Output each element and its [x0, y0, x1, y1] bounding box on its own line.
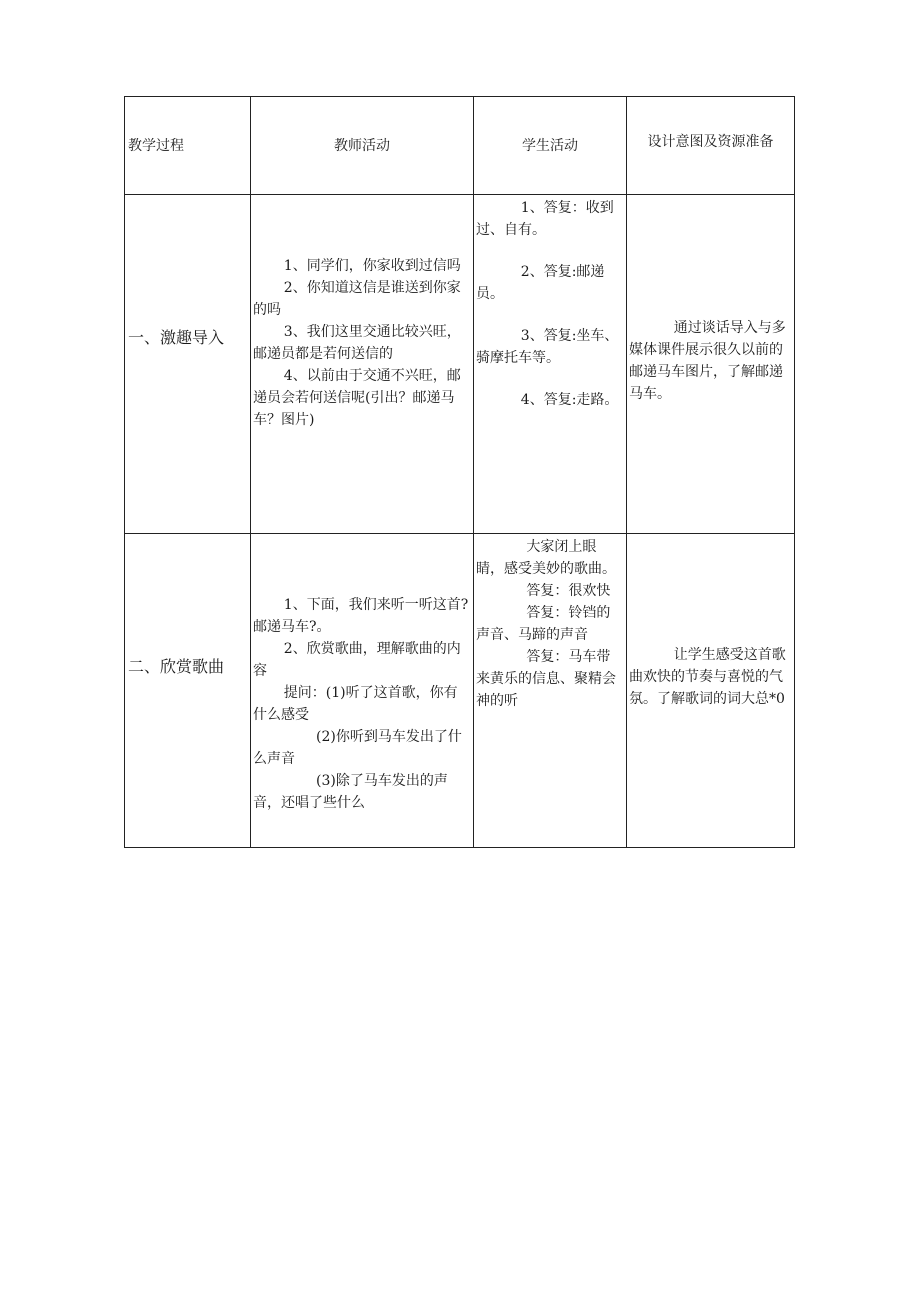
stage-label: 二、欣赏歌曲: [128, 657, 225, 676]
stage-cell: [125, 195, 251, 534]
stage-cell: [125, 534, 251, 848]
teacher-cell: [251, 195, 474, 534]
header-design: 设计意图及资源准备: [647, 134, 774, 150]
student-item: 1、答复：收到过、自有。: [476, 200, 614, 238]
student-item: 答复：马车带来黄乐的信息、聚精会神的听: [476, 649, 616, 709]
design-text: 通过谈话导入与多媒体课件展示很久以前的邮递马车图片，了解邮递马车。: [629, 320, 786, 402]
teacher-item: 提问：(1)听了这首歌，你有什么感受: [253, 685, 458, 723]
design-text: 让学生感受这首歌曲欢快的节奏与喜悦的气氛。了解歌词的词大总*0: [629, 647, 786, 707]
teacher-item: 1、下面，我们来听一听这首?邮递马车?。: [253, 597, 469, 635]
header-design-cell: [627, 97, 795, 195]
teacher-item: (3)除了马车发出的声音，还唱了些什么: [253, 773, 448, 811]
header-teacher: 教师活动: [334, 138, 390, 154]
stage-label: 一、激趣导入: [128, 328, 225, 347]
student-item: 答复：铃铛的声音、马蹄的声音: [476, 605, 611, 643]
lesson-plan-table: [124, 96, 795, 848]
design-cell: [627, 534, 795, 848]
teacher-item: 2、欣赏歌曲，理解歌曲的内容: [253, 641, 461, 679]
student-item: 3、答复:坐车、骑摩托车等。: [476, 328, 619, 366]
student-item: 大家闭上眼睛，感受美妙的歌曲。: [476, 539, 616, 577]
header-stage-cell: [125, 97, 251, 195]
teacher-item: (2)你听到马车发出了什么声音: [253, 729, 462, 767]
teacher-cell: [251, 534, 474, 848]
student-item: 2、答复:邮递员。: [476, 264, 605, 302]
header-student: 学生活动: [522, 138, 578, 154]
student-cell: [474, 195, 627, 534]
design-cell: [627, 195, 795, 534]
header-teacher-cell: [251, 97, 474, 195]
teacher-item: 2、你知道这信是谁送到你家的吗: [253, 280, 461, 318]
table-row: [125, 195, 795, 534]
table-row: [125, 534, 795, 848]
teacher-item: 1、同学们，你家收到过信吗: [283, 258, 461, 274]
teacher-item: 3、我们这里交通比较兴旺，邮递员都是若何送信的: [253, 324, 461, 362]
header-stage: 教学过程: [128, 138, 184, 154]
header-row: [125, 97, 795, 195]
student-item: 4、答复:走路。: [520, 392, 619, 408]
header-student-cell: [474, 97, 627, 195]
teacher-item: 4、以前由于交通不兴旺，邮递员会若何送信呢(引出？邮递马车？图片): [253, 368, 461, 428]
student-item: 答复：很欢快: [526, 583, 611, 599]
student-cell: [474, 534, 627, 848]
